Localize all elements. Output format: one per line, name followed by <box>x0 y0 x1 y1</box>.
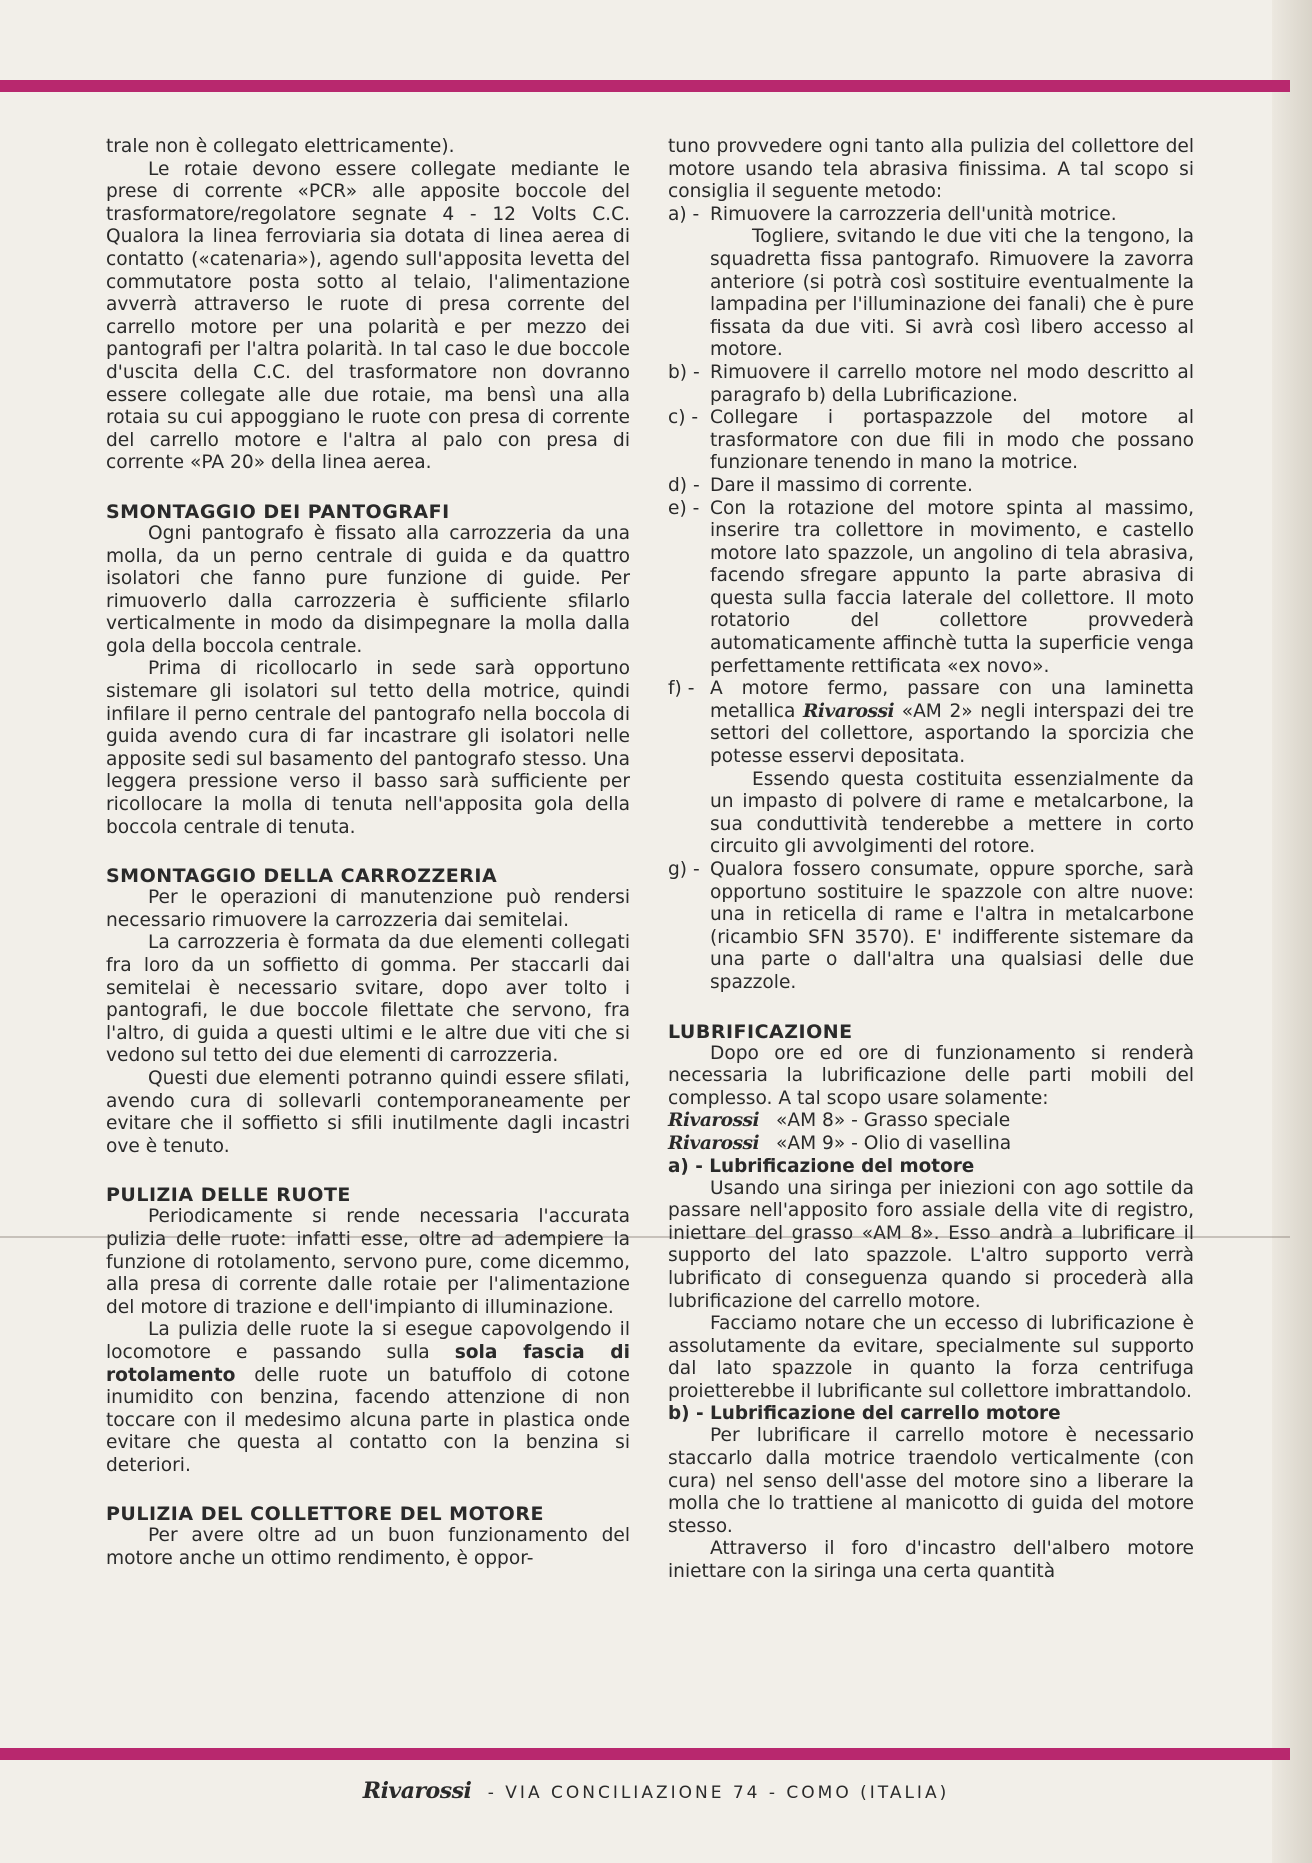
paragraph: Togliere, svitando le due viti che la tengono, la squadretta fissa pantografo. Rimuovere la zavorra anteriore (si potrà così sostituire eventualmente la lampadina per l'illuminazione dei fanali) che è pure fissata da due viti. Si avrà così libero accesso al motore. <box>710 226 1194 361</box>
paragraph <box>710 678 1194 768</box>
list-text: Rimuovere il carrello motore nel modo descritto al paragrafo b) della Lubrificazione. <box>710 361 1194 406</box>
rivarossi-footer-logo: Rivarossi <box>362 1778 472 1804</box>
paragraph: Periodicamente si rende necessaria l'accurata pulizia delle ruote: infatti esse, oltre ad adempiere la funzione di rotolamento, servono pure, come dicemmo, alla presa di corrente dalle rotaie per l'alimentazione del motore di trazione e dell'impianto di illuminazione. <box>106 1206 630 1318</box>
list-label: c) - <box>668 407 699 429</box>
list-item-e <box>668 498 1194 679</box>
paragraph: Rimuovere la carrozzeria dell'unità motrice. <box>710 203 1117 225</box>
paragraph: Attraverso il foro d'incastro dell'albero motore iniettare con la siringa una certa quantità <box>668 1538 1194 1583</box>
paragraph: tuno provvedere ogni tanto alla pulizia del collettore del motore usando tela abrasiva finissima. A tal scopo si consiglia il seguente metodo: <box>668 136 1194 203</box>
product-line-am9 <box>668 1133 1194 1156</box>
text-run: delle ruote un batuffolo di cotone inumidito con benzina, facendo attenzione di non toccare con il medesimo alcuna parte in plastica onde evitare che questa al contatto con la benzina si deteriori. <box>106 1364 630 1476</box>
right-column <box>668 136 1194 1584</box>
list-text: Con la rotazione del motore spinta al massimo, inserire tra collettore in movimento, e castello motore lato spazzole, un angolino di tela abrasiva, facendo sfregare appunto la parte abrasiva di questa sulla faccia laterale del collettore. Il moto rotatorio del collettore provvederà automaticamente affinchè tutta la superficie venga perfettamente rettificata «ex novo». <box>710 497 1194 677</box>
top-magenta-band <box>0 80 1290 92</box>
paragraph: Facciamo notare che un eccesso di lubrificazione è assolutamente da evitare, specialmente sul supporto dal lato spazzole in quanto la forza centrifuga proietterebbe il lubrificante sul collettore imbrattandolo. <box>668 1313 1194 1402</box>
footer-address: - VIA CONCILIAZIONE 74 - COMO (ITALIA) <box>487 1783 950 1803</box>
heading-pulizia-collettore: PULIZIA DEL COLLETTORE DEL MOTORE <box>106 1503 544 1526</box>
left-column <box>106 136 630 1571</box>
heading-smontaggio-carrozzeria: SMONTAGGIO DELLA CARROZZERIA <box>106 865 498 888</box>
paragraph: Le rotaie devono essere collegate mediante le prese di corrente «PCR» alle apposite boccole del trasformatore/regolatore segnate 4 - 12 Volts C.C. Qualora la linea ferroviaria sia dotata di linea aerea di contatto («catenaria»), agendo sull'apposita levetta del commutatore posta sotto al telaio, l'alimentazione avverrà attraverso le ruote di presa corrente del carrello motore per una polarità e per mezzo dei pantografi per l'altra polarità. In tal caso le due boccole d'uscita della C.C. del trasformatore non dovranno essere collegate alle due rotaie, ma bensì una alla rotaia su cui appoggiano le ruote con presa di corrente del carrello motore e l'altra al palo con presa di corrente «PA 20» della linea aerea. <box>106 158 630 474</box>
list-item-a <box>668 204 1194 362</box>
list-item-b <box>668 362 1194 407</box>
paragraph: Questi due elementi potranno quindi essere sfilati, avendo cura di sollevarli contemporaneamente per evitare che il soffietto si sfili inutilmente dagli incastri ove è tenuto. <box>106 1067 630 1157</box>
emphasis-text: sola fascia di rotolamento <box>106 1341 630 1386</box>
heading-lubrificazione: LUBRIFICAZIONE <box>668 1020 853 1043</box>
paragraph: Ogni pantografo è fissato alla carrozzeria da una molla, da un perno centrale di guida e da quattro isolatori che fanno pure funzione di guide. Per rimuoverlo dalla carrozzeria è sufficiente sfilarlo verticalmente in modo da disimpegnare la molla dalla gola della boccola centrale. <box>106 522 630 657</box>
heading-pulizia-ruote: PULIZIA DELLE RUOTE <box>106 1184 351 1207</box>
list-text <box>710 678 1194 859</box>
list-text: Dare il massimo di corrente. <box>710 474 973 496</box>
list-label: g) - <box>668 859 700 880</box>
paragraph: trale non è collegato elettricamente). <box>106 136 455 157</box>
rivarossi-brand-logo: Rivarossi <box>802 700 895 722</box>
subheading-lubrificazione-motore: a) - Lubrificazione del motore <box>668 1155 975 1177</box>
list-text: Qualora fossero consumate, oppure sporche, sarà opportuno sostituire le spazzole con altre nuove: una in reticella di rame e l'altra in metalcarbone (ricambio SFN 3570). E' indifferente sistemare da una parte o dall'altra una qualsiasi delle due spazzole. <box>710 859 1194 993</box>
product-line-am8 <box>668 1110 1194 1133</box>
rivarossi-brand-logo: Rivarossi <box>668 1110 760 1132</box>
rivarossi-brand-logo: Rivarossi <box>668 1132 760 1154</box>
text-run: A motore fermo, passare con una laminetta metallica <box>710 678 1194 722</box>
list-item-f <box>668 678 1194 859</box>
list-label: f) - <box>668 678 695 700</box>
paragraph: La carrozzeria è formata da due elementi collegati fra loro da un soffietto di gomma. Per staccarli dai semitelai è necessario svitare, dopo aver tolto i pantografi, le due boccole filettate che servono, fra l'altro, di guida a questi ultimi e le altre due viti che si vedono sul tetto dei due elementi di carrozzeria. <box>106 932 630 1067</box>
list-item-c <box>668 407 1194 475</box>
list-label: d) - <box>668 474 700 496</box>
list-item-d <box>668 475 1194 498</box>
paragraph: Usando una siringa per iniezioni con ago sottile da passare nell'apposito foro assiale della vite di registro, iniettare del grasso «AM 8». Esso andrà a lubrificare il supporto del lato spazzole. L'altro supporto verrà lubrificato di conseguenza quando si procederà alla lubrificazione del carrello motore. <box>668 1177 1194 1312</box>
list-label: e) - <box>668 497 700 519</box>
product-text: «AM 8» - Grasso speciale <box>776 1110 1011 1132</box>
subheading-lubrificazione-carrello: b) - Lubrificazione del carrello motore <box>668 1403 1061 1425</box>
list-text: Collegare i portaspazzole del motore al trasformatore con due fili in modo che possano funzionare tenendo in mano la motrice. <box>710 407 1194 474</box>
text-run: «AM 2» negli interspazi dei tre settori del collettore, asportando la sporcizia che potesse esservi depositata. <box>710 700 1194 768</box>
paragraph: Per avere oltre ad un buon funzionamento del motore anche un ottimo rendimento, è oppor- <box>106 1525 630 1570</box>
text-run: La pulizia delle ruote la si esegue capovolgendo il locomotore e passando sulla <box>106 1319 630 1363</box>
list-label: a) - <box>668 203 700 225</box>
list-label: b) - <box>668 361 700 383</box>
list-text <box>710 204 1194 362</box>
bottom-magenta-band <box>0 1748 1290 1760</box>
paragraph <box>106 1319 630 1477</box>
list-item-g <box>668 859 1194 995</box>
footer <box>0 1778 1312 1804</box>
product-text: «AM 9» - Olio di vasellina <box>776 1132 1012 1154</box>
heading-smontaggio-pantografi: SMONTAGGIO DEI PANTOGRAFI <box>106 500 450 523</box>
paragraph: Dopo ore ed ore di funzionamento si renderà necessaria la lubrificazione delle parti mobili del complesso. A tal scopo usare solamente: <box>668 1042 1194 1109</box>
paragraph: Prima di ricollocarlo in sede sarà opportuno sistemare gli isolatori sul tetto della motrice, quindi infilare il perno centrale del pantografo nella boccola di guida avendo cura di far incastrare gli isolatori nelle apposite sedi sul basamento del pantografo stesso. Una leggera pressione verso il basso sarà sufficiente per ricollocare la molla di tenuta nell'apposita gola della boccola centrale di tenuta. <box>106 658 630 838</box>
paragraph: Essendo questa costituita essenzialmente da un impasto di polvere di rame e metalcarbone, la sua conduttività tenderebbe a mettere in corto circuito gli avvolgimenti del rotore. <box>710 768 1194 858</box>
paragraph: Per le operazioni di manutenzione può rendersi necessario rimuovere la carrozzeria dai semitelai. <box>106 887 630 931</box>
page-edge <box>1272 0 1312 1863</box>
paragraph: Per lubrificare il carrello motore è necessario staccarlo dalla motrice traendolo verticalmente (con cura) nel senso dell'asse del motore sino a liberare la molla che lo trattiene al manicotto di guida del motore stesso. <box>668 1425 1194 1537</box>
